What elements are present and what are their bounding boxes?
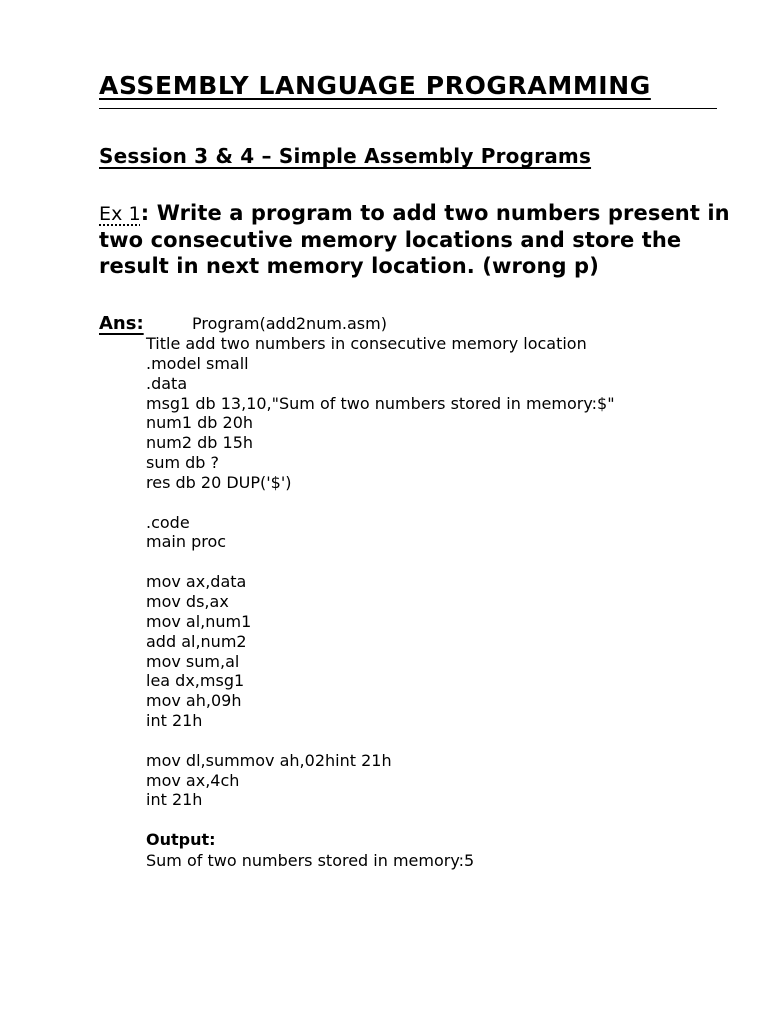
code-line: .model small	[146, 353, 249, 373]
answer-label: Ans:	[99, 313, 144, 334]
code-blank-line	[146, 552, 746, 572]
program-name: Program(add2num.asm)	[192, 314, 387, 333]
code-line: Title add two numbers in consecutive memory location	[146, 334, 587, 353]
code-line: mov al,num1	[146, 611, 252, 631]
code-line: mov ah,09h	[146, 691, 242, 711]
code-line: int 21h	[146, 711, 203, 731]
title-underline-rule	[99, 108, 717, 109]
code-line: .data	[146, 373, 188, 393]
title-block	[99, 70, 717, 102]
exercise-label: Ex 1	[99, 203, 141, 225]
code-line: num2 db 15h	[146, 433, 254, 453]
code-line: mov dl,summov ah,02hint 21h	[146, 750, 392, 770]
code-line: res db 20 DUP('$')	[146, 472, 292, 492]
code-line: lea dx,msg1	[146, 671, 245, 691]
code-line: mov sum,al	[146, 651, 240, 671]
code-line: mov ds,ax	[146, 591, 229, 611]
code-line: mov ax,4ch	[146, 770, 240, 790]
code-blank-line	[146, 493, 746, 513]
code-line: sum db ?	[146, 453, 220, 473]
document-title: ASSEMBLY LANGUAGE PROGRAMMING	[99, 71, 651, 100]
session-heading: Session 3 & 4 – Simple Assembly Programs	[99, 144, 592, 168]
exercise-text: Write a program to add two numbers present in two consecutive memory locations and store the result in next memory location. (wrong p)	[99, 201, 730, 278]
output-text: Sum of two numbers stored in memory:5	[146, 851, 475, 870]
exercise-question	[99, 200, 739, 279]
code-line: int 21h	[146, 790, 203, 810]
exercise-colon: :	[140, 201, 150, 225]
code-line: num1 db 20h	[146, 413, 254, 433]
code-line: msg1 db 13,10,"Sum of two numbers stored in memory:$"	[146, 393, 615, 413]
code-blank-line	[146, 731, 746, 751]
code-line: main proc	[146, 532, 227, 552]
output-section	[146, 829, 474, 871]
code-line: mov ax,data	[146, 572, 247, 592]
code-line: add al,num2	[146, 631, 247, 651]
code-line: .code	[146, 512, 190, 532]
output-label: Output:	[146, 830, 216, 849]
code-listing	[146, 334, 746, 810]
